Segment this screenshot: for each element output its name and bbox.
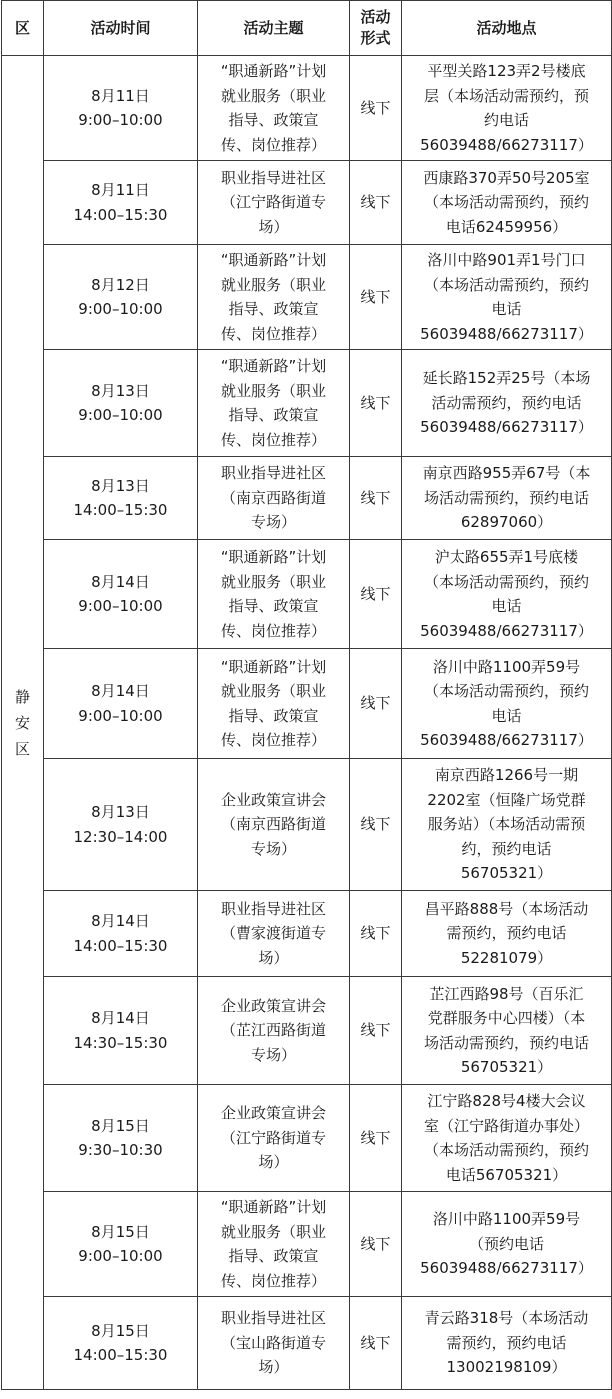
place-cell: 青云路318号（本场活动 需预约，预约电话 13002198109） (402, 1297, 612, 1390)
place-cell: 西康路370弄50号205室 （本场活动需预约，预约 电话62459956） (402, 161, 612, 245)
time-cell: 8月12日 9:00–10:00 (44, 245, 198, 350)
table-row (2, 56, 612, 161)
time-cell: 8月13日 14:00–15:30 (44, 457, 198, 540)
form-cell: 线下 (350, 457, 402, 540)
theme-cell: “职通新路”计划 就业服务（职业 指导、政策宣 传、岗位推荐） (198, 350, 350, 457)
theme-cell: 企业政策宣讲会 （江宁路街道专 场） (198, 1085, 350, 1192)
header-district: 区 (2, 1, 44, 56)
place-cell: 平型关路123弄2号楼底 层（本场活动需预约，预 约电话 56039488/66273117） (402, 56, 612, 161)
place-cell: 沪太路655弄1号底楼 （本场活动需预约，预约 电话 56039488/66273117） (402, 540, 612, 649)
form-cell: 线下 (350, 350, 402, 457)
table-row (2, 891, 612, 977)
table-row (2, 457, 612, 540)
theme-cell: 企业政策宣讲会 （芷江西路街道 专场） (198, 977, 350, 1085)
time-cell: 8月15日 9:00–10:00 (44, 1192, 198, 1297)
header-form: 活动 形式 (350, 1, 402, 56)
table-row (2, 1297, 612, 1390)
form-cell: 线下 (350, 649, 402, 759)
time-cell: 8月14日 14:30–15:30 (44, 977, 198, 1085)
theme-cell: 职业指导进社区 （宝山路街道专 场） (198, 1297, 350, 1390)
form-cell: 线下 (350, 245, 402, 350)
time-cell: 8月11日 14:00–15:30 (44, 161, 198, 245)
place-cell: 洛川中路1100弄59号 （预约电话 56039488/66273117） (402, 1192, 612, 1297)
header-theme: 活动主题 (198, 1, 350, 56)
place-cell: 南京西路955弄67号（本 场活动需预约，预约电话 62897060） (402, 457, 612, 540)
form-cell: 线下 (350, 1085, 402, 1192)
place-cell: 昌平路888号（本场活动 需预约，预约电话 52281079） (402, 891, 612, 977)
activity-schedule-table (1, 0, 612, 1390)
time-cell: 8月15日 9:30–10:30 (44, 1085, 198, 1192)
theme-cell: 职业指导进社区 （曹家渡街道专 场） (198, 891, 350, 977)
header-row (2, 1, 612, 56)
time-cell: 8月14日 9:00–10:00 (44, 540, 198, 649)
place-cell: 江宁路828号4楼大会议 室（江宁路街道办事处） （本场活动需预约，预约 电话56705321） (402, 1085, 612, 1192)
form-cell: 线下 (350, 891, 402, 977)
time-cell: 8月14日 9:00–10:00 (44, 649, 198, 759)
table-row (2, 759, 612, 891)
form-cell: 线下 (350, 161, 402, 245)
theme-cell: “职通新路”计划 就业服务（职业 指导、政策宣 传、岗位推荐） (198, 649, 350, 759)
theme-cell: “职通新路”计划 就业服务（职业 指导、政策宣 传、岗位推荐） (198, 56, 350, 161)
theme-cell: “职通新路”计划 就业服务（职业 指导、政策宣 传、岗位推荐） (198, 1192, 350, 1297)
place-cell: 洛川中路1100弄59号 （本场活动需预约，预约 电话 56039488/66273117） (402, 649, 612, 759)
table-row (2, 1192, 612, 1297)
time-cell: 8月14日 14:00–15:30 (44, 891, 198, 977)
theme-cell: 职业指导进社区 （江宁路街道专 场） (198, 161, 350, 245)
header-place: 活动地点 (402, 1, 612, 56)
form-cell: 线下 (350, 540, 402, 649)
table-row (2, 161, 612, 245)
time-cell: 8月15日 14:00–15:30 (44, 1297, 198, 1390)
table-row (2, 1085, 612, 1192)
form-cell: 线下 (350, 1297, 402, 1390)
time-cell: 8月13日 9:00–10:00 (44, 350, 198, 457)
place-cell: 南京西路1266号一期 2202室（恒隆广场党群 服务站）（本场活动需预 约，预约电话 56705321） (402, 759, 612, 891)
place-cell: 芷江西路98号（百乐汇 党群服务中心四楼）（本 场活动需预约，预约电话 56705321） (402, 977, 612, 1085)
form-cell: 线下 (350, 759, 402, 891)
form-cell: 线下 (350, 56, 402, 161)
theme-cell: “职通新路”计划 就业服务（职业 指导、政策宣 传、岗位推荐） (198, 245, 350, 350)
table-row (2, 350, 612, 457)
theme-cell: “职通新路”计划 就业服务（职业 指导、政策宣 传、岗位推荐） (198, 540, 350, 649)
form-cell: 线下 (350, 977, 402, 1085)
time-cell: 8月11日 9:00–10:00 (44, 56, 198, 161)
header-time: 活动时间 (44, 1, 198, 56)
table-row (2, 245, 612, 350)
form-cell: 线下 (350, 1192, 402, 1297)
table-row (2, 977, 612, 1085)
theme-cell: 企业政策宣讲会 （南京西路街道 专场） (198, 759, 350, 891)
time-cell: 8月13日 12:30–14:00 (44, 759, 198, 891)
table-row (2, 649, 612, 759)
district-cell (2, 56, 44, 1390)
place-cell: 洛川中路901弄1号门口 （本场活动需预约，预约 电话 56039488/66273117） (402, 245, 612, 350)
theme-cell: 职业指导进社区 （南京西路街道 专场） (198, 457, 350, 540)
table-row (2, 540, 612, 649)
place-cell: 延长路152弄25号（本场 活动需预约，预约电话 56039488/66273117） (402, 350, 612, 457)
district-label: 静安区 (15, 687, 31, 758)
